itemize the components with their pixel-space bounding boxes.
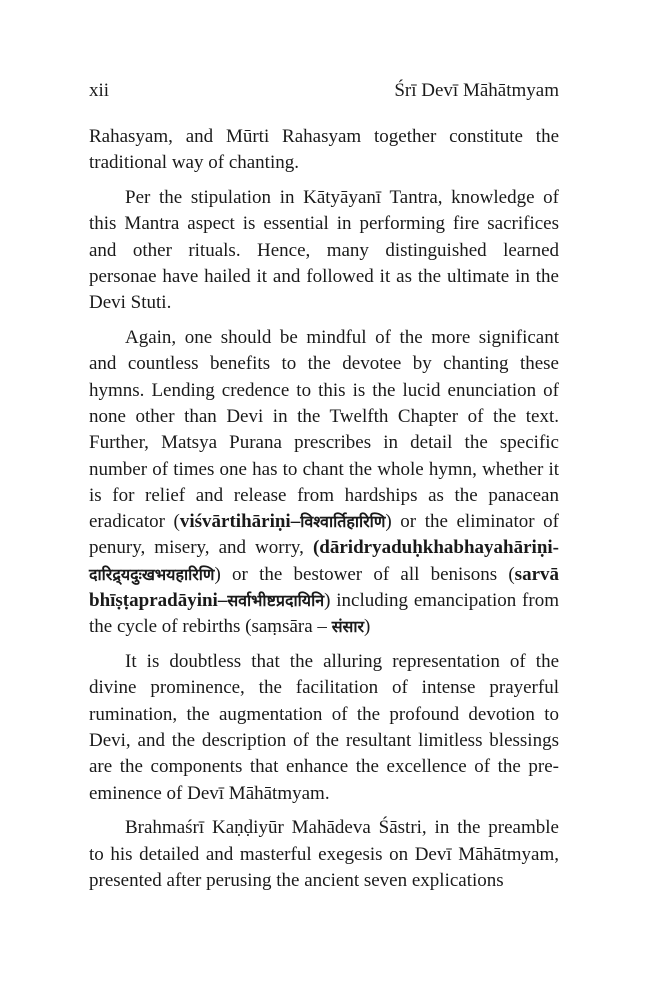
paragraph-5: Brahmaśrī Kaṇḍiyūr Mahādeva Śāstri, in the preamble to his detailed and masterful exegesis on Devī Māhātmyam, presented after perusing the ancient seven explications [89, 817, 559, 892]
term-daridrya-devanagari: दारिद्र्यदुःखभयहारिणि [89, 564, 215, 584]
body-text [89, 124, 559, 903]
term-sarvabhista-roman: sarvā bhīṣṭapradāyini [89, 563, 559, 612]
page-number: xii [89, 80, 110, 101]
paragraph-2: Per the stipulation in Kātyāyanī Tantra, knowledge of this Mantra aspect is essential in performing fire sacrifices and other rituals. Hence, many distinguished learned personae have hailed it and followed it as the ultimate in the Devi Stuti. [89, 187, 559, 314]
term-visvartiharini-dash: – [290, 511, 301, 533]
term-sarvabhista-dash: – [217, 590, 228, 612]
term-daridrya-roman: (dāridryaduḥkhabhayahāriṇi- [312, 537, 559, 559]
paragraph-3-mid-3: ) including emancipation from the cycle of rebirths (saṃsāra – [89, 590, 559, 638]
term-visvartiharini-devanagari: विश्वार्तिहारिणि [300, 512, 386, 532]
term-visvartiharini [180, 511, 386, 532]
paragraph-3-end: ) [364, 616, 371, 638]
paragraph-3 [89, 325, 559, 641]
paragraph-4: It is doubtless that the alluring representation of the divine prominence, the facilitation of intense prayerful rumination, the augmentation of the profound devotion to Devi, and the description of the resultant limitless blessings are the components that enhance the excellence of the pre-eminence of Devī Māhātmyam. [89, 651, 559, 804]
term-visvartiharini-roman: viśvārtihāriṇi [179, 511, 291, 533]
running-title: Śrī Devī Māhātmyam [394, 80, 559, 101]
paragraph-3-mid-2: ) or the bestower of all benisons ( [214, 563, 515, 585]
term-sarvabhista-devanagari: सर्वाभीष्टप्रदायिनि [227, 591, 325, 611]
paragraph-3-mid-1: ) or the eliminator of penury, misery, and worry, [89, 511, 559, 559]
page-header [89, 80, 559, 110]
paragraph-3-intro: Again, one should be mindful of the more significant and countless benefits to the devotee by chanting these hymns. Lending credence to this is the lucid enunciation of none other than Devi in the Twelfth Chapter of the text. Further, Matsya Purana prescribes in detail the specific number of times one has to chant the whole hymn, whether it is for relief and release from hardships as the panacean eradicator ( [89, 327, 559, 533]
paragraph-1: Rahasyam, and Mūrti Rahasyam together constitute the traditional way of chanting. [89, 126, 559, 174]
term-samsara-devanagari: संसार [331, 617, 365, 637]
